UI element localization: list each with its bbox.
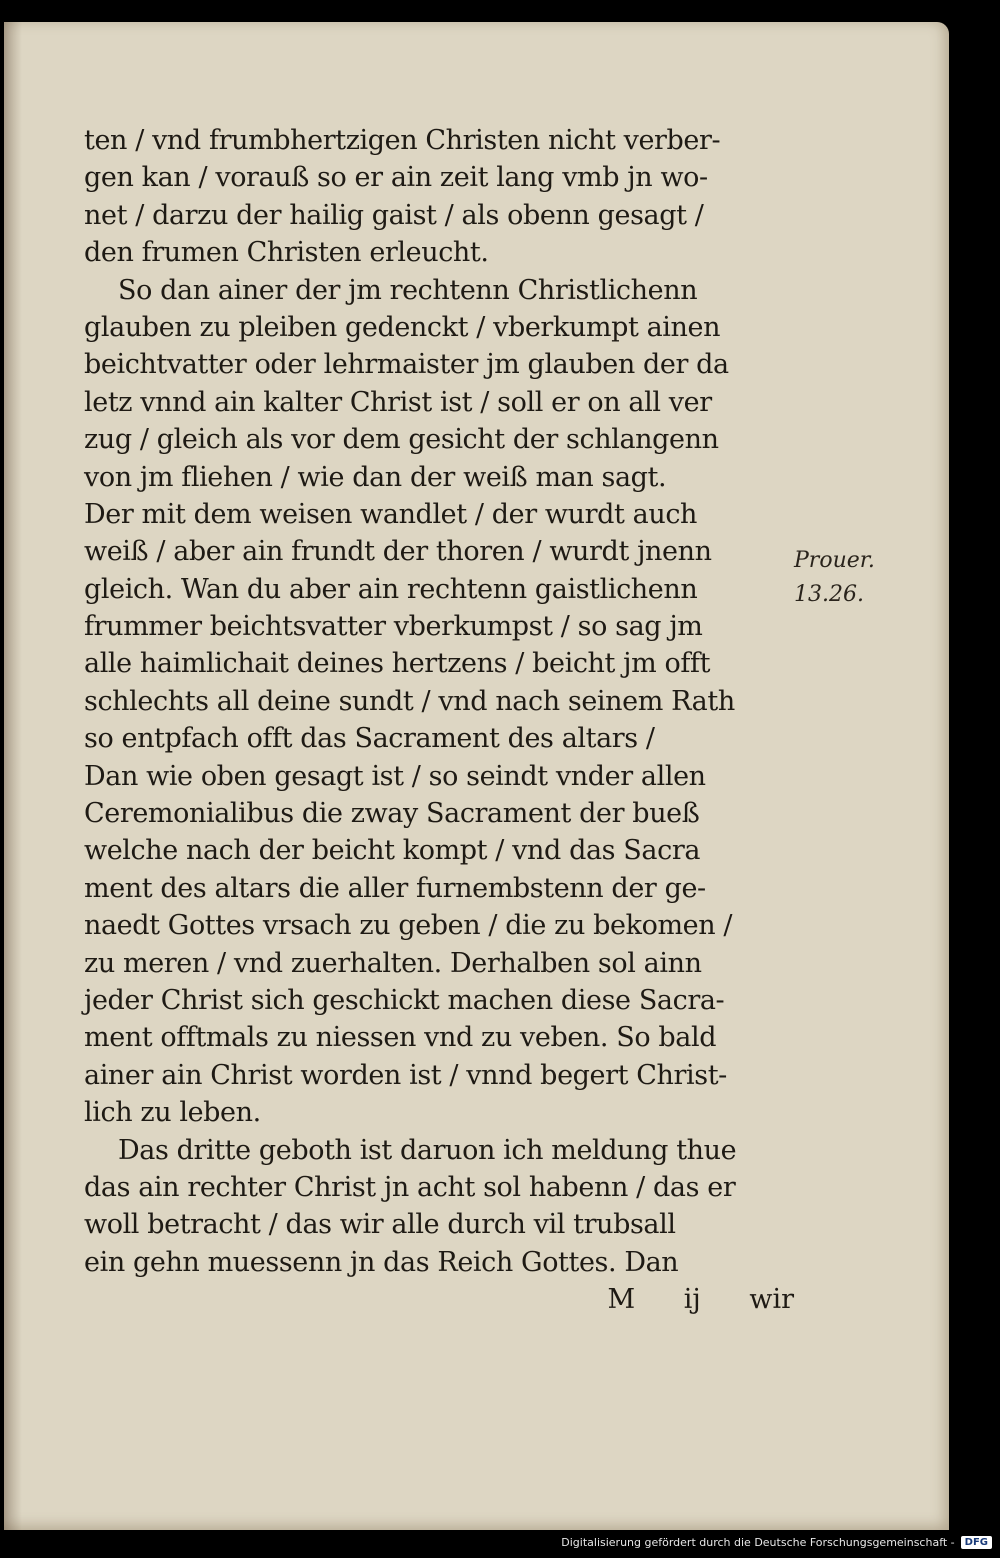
text-line: glauben zu pleiben gedenckt / vberkumpt ainen [84, 311, 721, 343]
text-line: das ain rechter Christ jn acht sol habenn / das er [84, 1171, 736, 1203]
catchword: wir [749, 1284, 794, 1316]
digitization-footer [561, 1532, 992, 1552]
text-line: gleich. Wan du aber ain rechtenn gaistlichenn [84, 573, 698, 605]
text-line: Der mit dem weisen wandlet / der wurdt auch [84, 498, 698, 530]
text-line: weiß / aber ain frundt der thoren / wurdt jnenn [84, 536, 712, 568]
text-line: ein gehn muessenn jn das Reich Gottes. Dan [84, 1246, 679, 1278]
marginal-note-verse: 13.26. [794, 582, 864, 607]
catchword-line [84, 1281, 804, 1318]
marginal-note-book: Prouer. [794, 548, 875, 573]
text-line: ment des altars die aller furnembstenn der ge- [84, 872, 706, 904]
book-page [4, 22, 949, 1530]
text-line: welche nach der beicht kompt / vnd das Sacra [84, 835, 701, 867]
text-line: gen kan / vorauß so er ain zeit lang vmb jn wo- [84, 162, 708, 194]
text-line: ment offtmals zu niessen vnd zu veben. So bald [84, 1022, 717, 1054]
text-line: so entpfach offt das Sacrament des altars / [84, 723, 655, 755]
text-line: So dan ainer der jm rechtenn Christlichenn [118, 274, 698, 306]
text-line: zu meren / vnd zuerhalten. Derhalben sol ainn [84, 947, 702, 979]
text-line: ainer ain Christ worden ist / vnnd begert Christ- [84, 1059, 727, 1091]
text-line: schlechts all deine sundt / vnd nach seinem Rath [84, 685, 735, 717]
text-line: letz vnnd ain kalter Christ ist / soll er on all ver [84, 386, 712, 418]
text-line: naedt Gottes vrsach zu geben / die zu bekomen / [84, 910, 733, 942]
text-line: alle haimlichait deines hertzens / beicht jm offt [84, 648, 711, 680]
text-line: den frumen Christen erleucht. [84, 237, 489, 269]
signature-mark: M ij [607, 1284, 701, 1316]
text-line: Das dritte geboth ist daruon ich meldung thue [118, 1134, 737, 1166]
text-line: jeder Christ sich geschickt machen diese Sacra- [84, 984, 725, 1016]
text-line: von jm fliehen / wie dan der weiß man sagt. [84, 461, 667, 493]
text-line: zug / gleich als vor dem gesicht der schlangenn [84, 424, 719, 456]
text-line: ten / vnd frumbhertzigen Christen nicht verber- [84, 125, 721, 156]
text-line: Dan wie oben gesagt ist / so seindt vnder allen [84, 760, 706, 792]
dfg-logo: DFG [961, 1536, 992, 1549]
text-line: lich zu leben. [84, 1097, 261, 1129]
text-line: net / darzu der hailig gaist / als obenn gesagt / [84, 199, 704, 231]
footer-credit: Digitalisierung gefördert durch die Deutsche Forschungsgemeinschaft - [561, 1535, 955, 1549]
marginal-note [794, 544, 875, 612]
text-line: Ceremonialibus die zway Sacrament der bueß [84, 798, 700, 830]
text-line: frummer beichtsvatter vberkumpst / so sag jm [84, 611, 703, 643]
text-line: woll betracht / das wir alle durch vil trubsall [84, 1209, 676, 1241]
page-text [84, 122, 804, 1319]
text-line: beichtvatter oder lehrmaister jm glauben der da [84, 349, 729, 381]
